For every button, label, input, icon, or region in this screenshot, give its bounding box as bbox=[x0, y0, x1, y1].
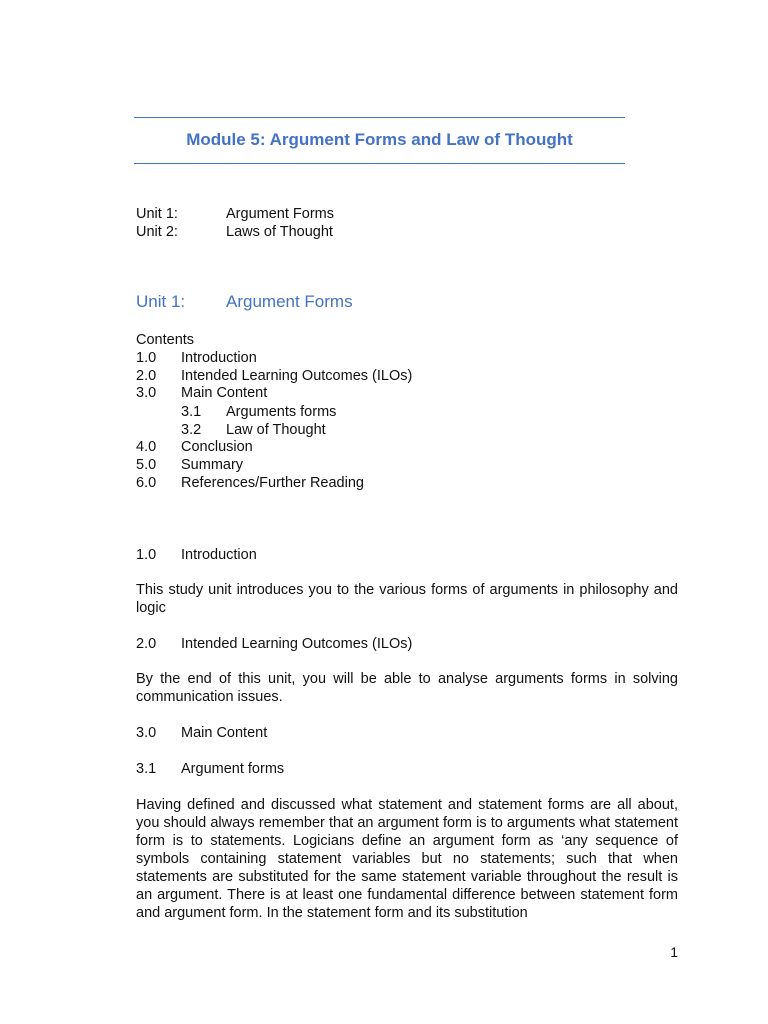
contents-subitem-label: Arguments forms bbox=[226, 404, 337, 420]
section-number: 2.0 bbox=[136, 636, 157, 652]
contents-label: Contents bbox=[136, 332, 195, 348]
contents-subitem-number: 3.1 bbox=[181, 404, 202, 420]
contents-item-number: 1.0 bbox=[136, 350, 157, 366]
contents-item-label: Intended Learning Outcomes (ILOs) bbox=[181, 368, 413, 384]
title-top-rule bbox=[134, 117, 625, 118]
section-heading: Main Content bbox=[181, 725, 268, 741]
module-title: Module 5: Argument Forms and Law of Thought bbox=[186, 130, 573, 149]
unit-heading-title: Argument Forms bbox=[226, 292, 353, 311]
contents-subitem-label: Law of Thought bbox=[226, 422, 326, 438]
contents-item-number: 5.0 bbox=[136, 457, 157, 473]
section-heading: Intended Learning Outcomes (ILOs) bbox=[181, 636, 413, 652]
unit-heading-number: Unit 1: bbox=[136, 292, 186, 311]
unit-number: Unit 1: bbox=[136, 206, 178, 222]
unit-title: Laws of Thought bbox=[226, 224, 333, 240]
contents-item-number: 6.0 bbox=[136, 475, 157, 491]
subsection-number: 3.1 bbox=[136, 761, 157, 777]
intro-paragraph: This study unit introduces you to the various forms of arguments in philosophy and logic bbox=[136, 582, 678, 616]
contents-item-label: Main Content bbox=[181, 385, 268, 401]
contents-item-label: References/Further Reading bbox=[181, 475, 364, 491]
ilo-paragraph: By the end of this unit, you will be able to analyse arguments forms in solving communication issues. bbox=[136, 671, 678, 705]
title-bottom-rule bbox=[134, 163, 625, 164]
contents-item-number: 2.0 bbox=[136, 368, 157, 384]
section-number: 1.0 bbox=[136, 547, 157, 563]
contents-subitem-number: 3.2 bbox=[181, 422, 202, 438]
contents-item-label: Summary bbox=[181, 457, 244, 473]
contents-item-label: Introduction bbox=[181, 350, 257, 366]
section-heading: Introduction bbox=[181, 547, 257, 563]
unit-number: Unit 2: bbox=[136, 224, 178, 240]
contents-item-number: 3.0 bbox=[136, 385, 157, 401]
section-number: 3.0 bbox=[136, 725, 157, 741]
page-number: 1 bbox=[670, 944, 678, 960]
unit-title: Argument Forms bbox=[226, 206, 334, 222]
contents-item-label: Conclusion bbox=[181, 439, 253, 455]
subsection-heading: Argument forms bbox=[181, 761, 285, 777]
contents-item-number: 4.0 bbox=[136, 439, 157, 455]
argument-forms-paragraph: Having defined and discussed what statement and statement forms are all about, you should always remember that an argument form is to arguments what statement form is to statements. Logicians define an argument form as ‘any sequence of symbols containing statement variables but no statements; such that when statements are substituted for the same statement variable throughout the result is an argument. There is at least one fundamental difference between statement form and argument form. In the statement form and its substitution bbox=[136, 797, 678, 921]
